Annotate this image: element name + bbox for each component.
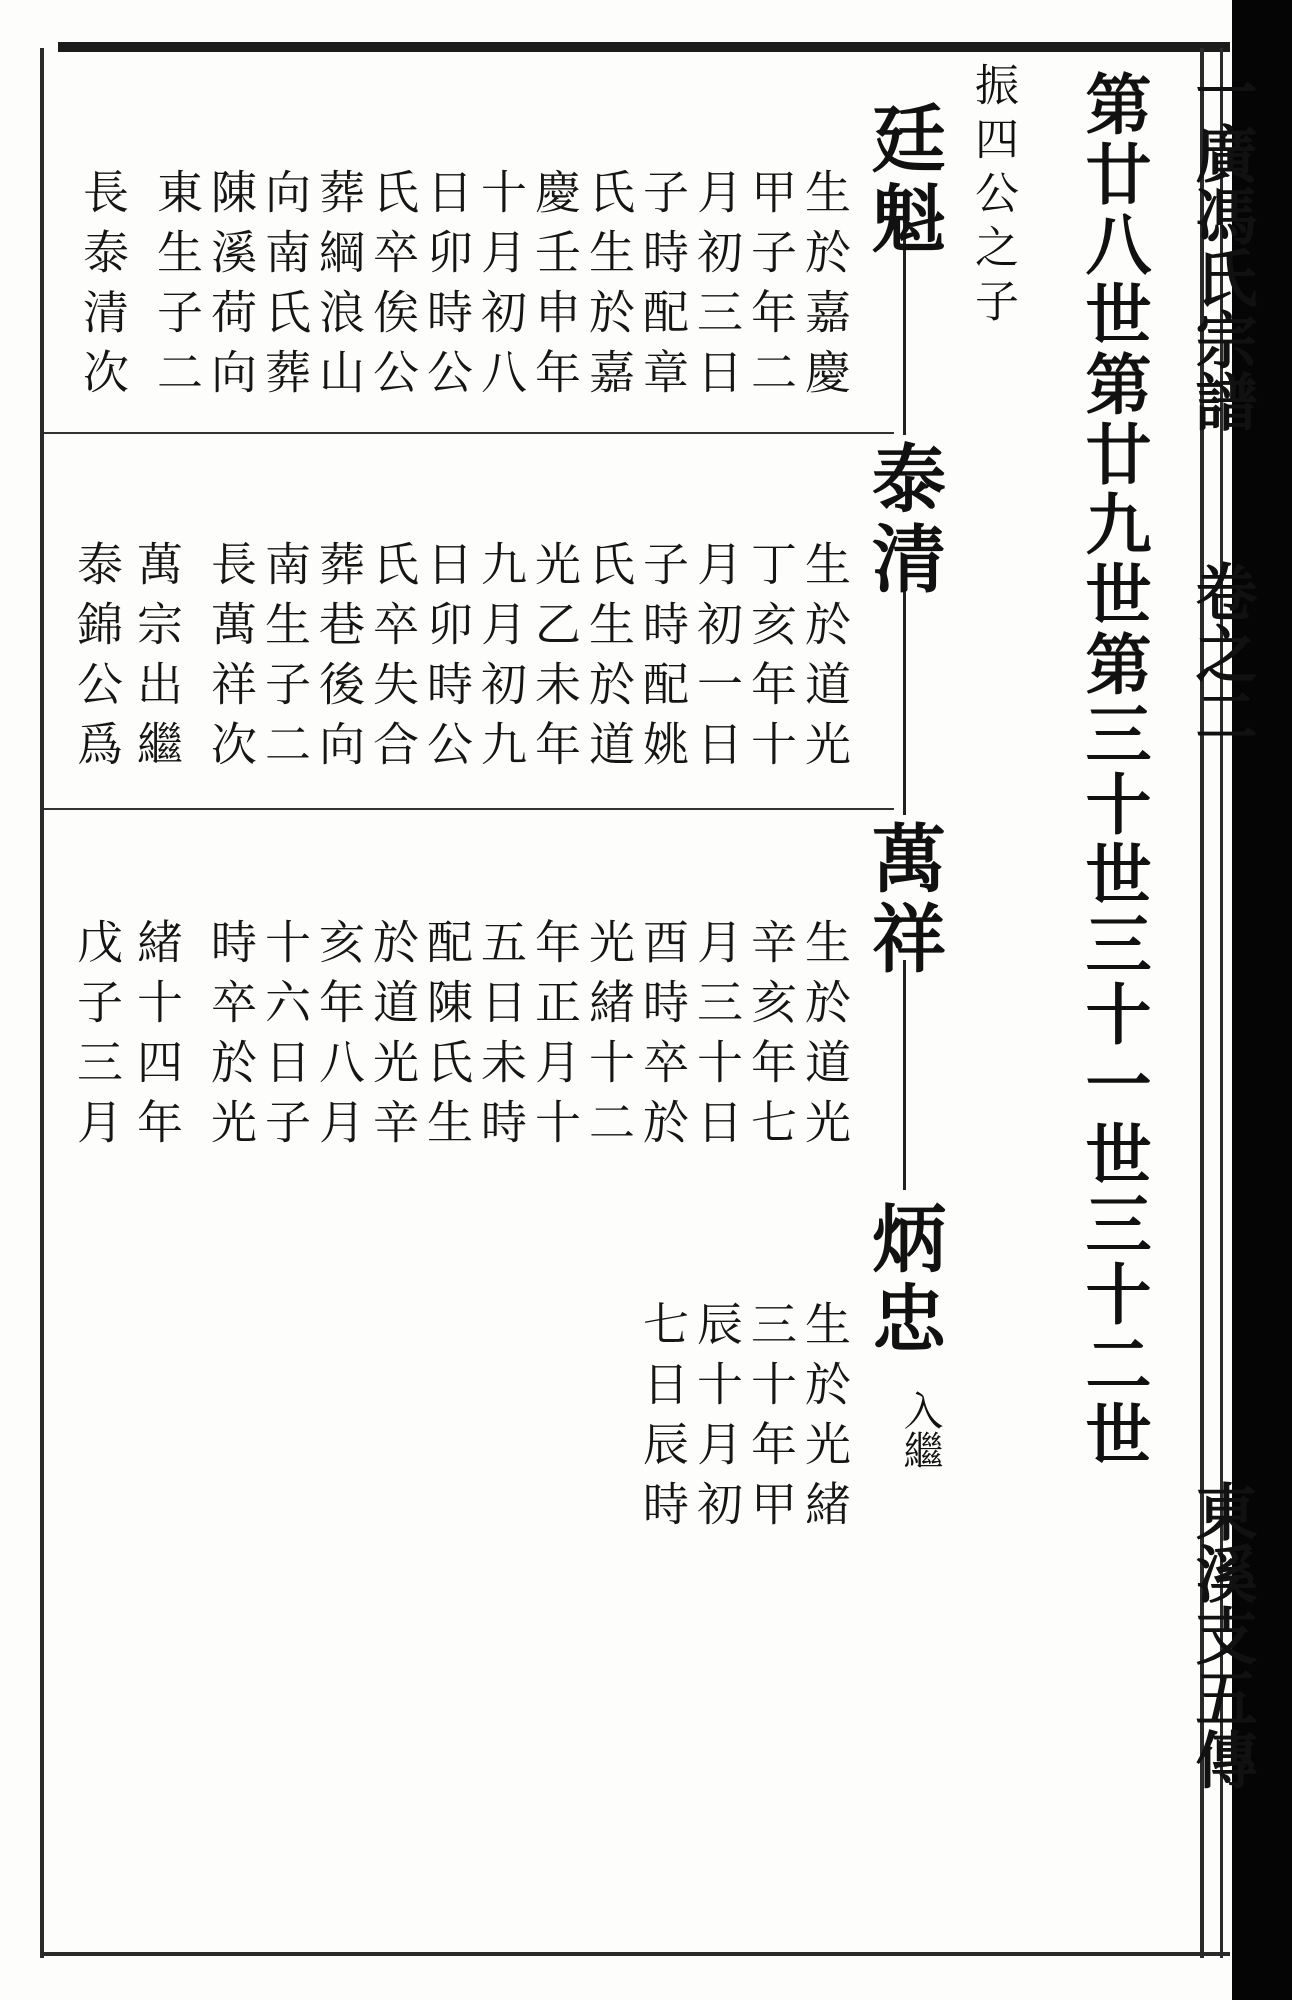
bio-line: 氏生於嘉 <box>582 168 636 408</box>
lineage-line-3 <box>903 960 906 1190</box>
bio-line: 年正月十 <box>528 918 582 1158</box>
bio-line: 月初三日 <box>690 168 744 408</box>
bio-line: 氏生於道 <box>582 540 636 780</box>
person-name-2: 泰清 <box>860 440 946 600</box>
margin-title-mid: 卷之二 <box>1185 560 1258 746</box>
person-name-1: 廷魁 <box>860 100 946 260</box>
bio-line: 月初一日 <box>690 540 744 780</box>
bio-line: 長萬祥次 <box>204 540 258 780</box>
bio-line: 子時配章 <box>636 168 690 408</box>
bio-line: 酉時卒於 <box>636 918 690 1158</box>
frame-top-border <box>58 42 1230 52</box>
bio-line: 辛亥年七 <box>744 918 798 1158</box>
bio-line: 九月初九 <box>474 540 528 780</box>
bio-line: 光乙未年 <box>528 540 582 780</box>
bio-line: 丁亥年十 <box>744 540 798 780</box>
bio-line: 三十年甲 <box>744 1300 798 1540</box>
bio-line: 時卒於光 <box>204 918 258 1158</box>
bio-line: 生於光緒 <box>798 1300 852 1540</box>
bio-line: 五日未時 <box>474 918 528 1158</box>
bio-line: 萬宗出繼 <box>130 540 184 780</box>
frame-bottom-border <box>40 1952 1230 1956</box>
person-name-4: 炳忠 <box>860 1200 946 1360</box>
person-note-4: 入繼 <box>897 1390 943 1470</box>
bio-line: 戊子三月 <box>70 918 124 1158</box>
bio-line: 東生子二 <box>150 168 204 408</box>
bio-line: 辰十月初 <box>690 1300 744 1540</box>
bio-line: 葬巷後向 <box>312 540 366 780</box>
bio-line: 日卯時公 <box>420 540 474 780</box>
bio-line: 甲子年二 <box>744 168 798 408</box>
bio-line: 葬綱浪山 <box>312 168 366 408</box>
bio-line: 十六日子 <box>258 918 312 1158</box>
bio-line: 慶壬申年 <box>528 168 582 408</box>
bio-line: 長泰清次 <box>76 168 130 408</box>
bio-line: 光緒十二 <box>582 918 636 1158</box>
bio-line: 氏卒失合 <box>366 540 420 780</box>
row-divider-2 <box>44 808 894 810</box>
margin-title-top: 一廣馮氏宗譜 <box>1185 60 1258 432</box>
bio-line: 亥年八月 <box>312 918 366 1158</box>
bio-line: 生於嘉慶 <box>798 168 852 408</box>
lineage-line-2 <box>903 590 906 815</box>
bio-line: 緒十四年 <box>130 918 184 1158</box>
bio-line: 生於道光 <box>798 540 852 780</box>
bio-line: 七日辰時 <box>636 1300 690 1540</box>
bio-line: 子時配姚 <box>636 540 690 780</box>
bio-line: 向南氏葬 <box>258 168 312 408</box>
bio-line: 南生子二 <box>258 540 312 780</box>
frame-left-border <box>40 48 44 1958</box>
bio-line: 泰錦公爲 <box>70 540 124 780</box>
bio-line: 日卯時公 <box>420 168 474 408</box>
bio-line: 月三十日 <box>690 918 744 1158</box>
bio-line: 十月初八 <box>474 168 528 408</box>
parent-note: 振四公之子 <box>967 62 1018 332</box>
generation-header: 第廿八世第廿九世第三十世三十一世三十二世 <box>1074 70 1152 1470</box>
person-name-3: 萬祥 <box>860 820 946 980</box>
bio-line: 氏卒俟公 <box>366 168 420 408</box>
bio-line: 陳溪荷向 <box>204 168 258 408</box>
bio-line: 配陳氏生 <box>420 918 474 1158</box>
bio-line: 於道光辛 <box>366 918 420 1158</box>
row-divider-1 <box>44 432 894 434</box>
margin-title-bottom: 東溪支五傳 <box>1185 1480 1258 1790</box>
bio-line: 生於道光 <box>798 918 852 1158</box>
